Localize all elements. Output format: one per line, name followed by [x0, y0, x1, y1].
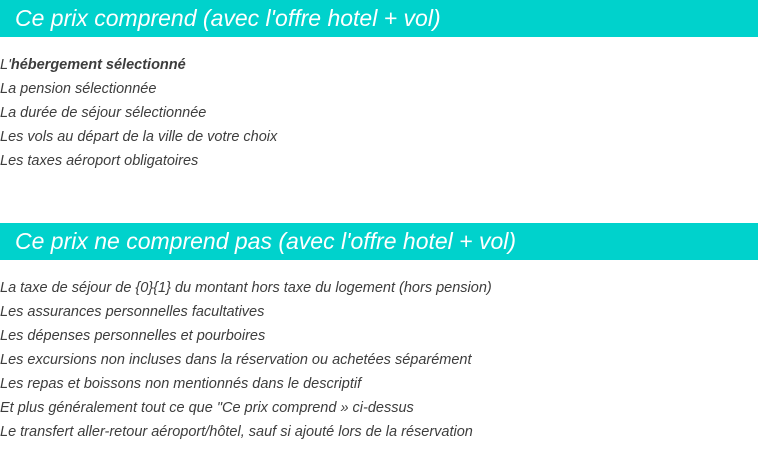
- list-item: La pension sélectionnée: [0, 81, 157, 97]
- list-item: Le transfert aller-retour aéroport/hôtel, sauf si ajouté lors de la réservation: [0, 424, 473, 440]
- price-excludes-heading: Ce prix ne comprend pas (avec l'offre hotel + vol): [0, 223, 758, 260]
- price-excludes-list: [0, 276, 492, 444]
- item-prefix: L': [0, 57, 11, 73]
- item-bold-text: hébergement sélectionné: [10, 57, 186, 73]
- list-item: Et plus généralement tout ce que "Ce prix comprend » ci-dessus: [0, 400, 414, 416]
- list-item: Les taxes aéroport obligatoires: [0, 153, 199, 169]
- list-item: Les excursions non incluses dans la réservation ou achetées séparément: [0, 352, 472, 368]
- list-item: Les assurances personnelles facultatives: [0, 304, 265, 320]
- list-item: Les vols au départ de la ville de votre choix: [0, 129, 278, 145]
- list-item: Les repas et boissons non mentionnés dans le descriptif: [0, 376, 362, 392]
- list-item: [0, 53, 277, 77]
- price-includes-heading: Ce prix comprend (avec l'offre hotel + vol): [0, 0, 758, 37]
- list-item: La taxe de séjour de {0}{1} du montant hors taxe du logement (hors pension): [0, 280, 492, 296]
- price-includes-list: [0, 53, 277, 173]
- list-item: Les dépenses personnelles et pourboires: [0, 328, 266, 344]
- list-item: La durée de séjour sélectionnée: [0, 105, 207, 121]
